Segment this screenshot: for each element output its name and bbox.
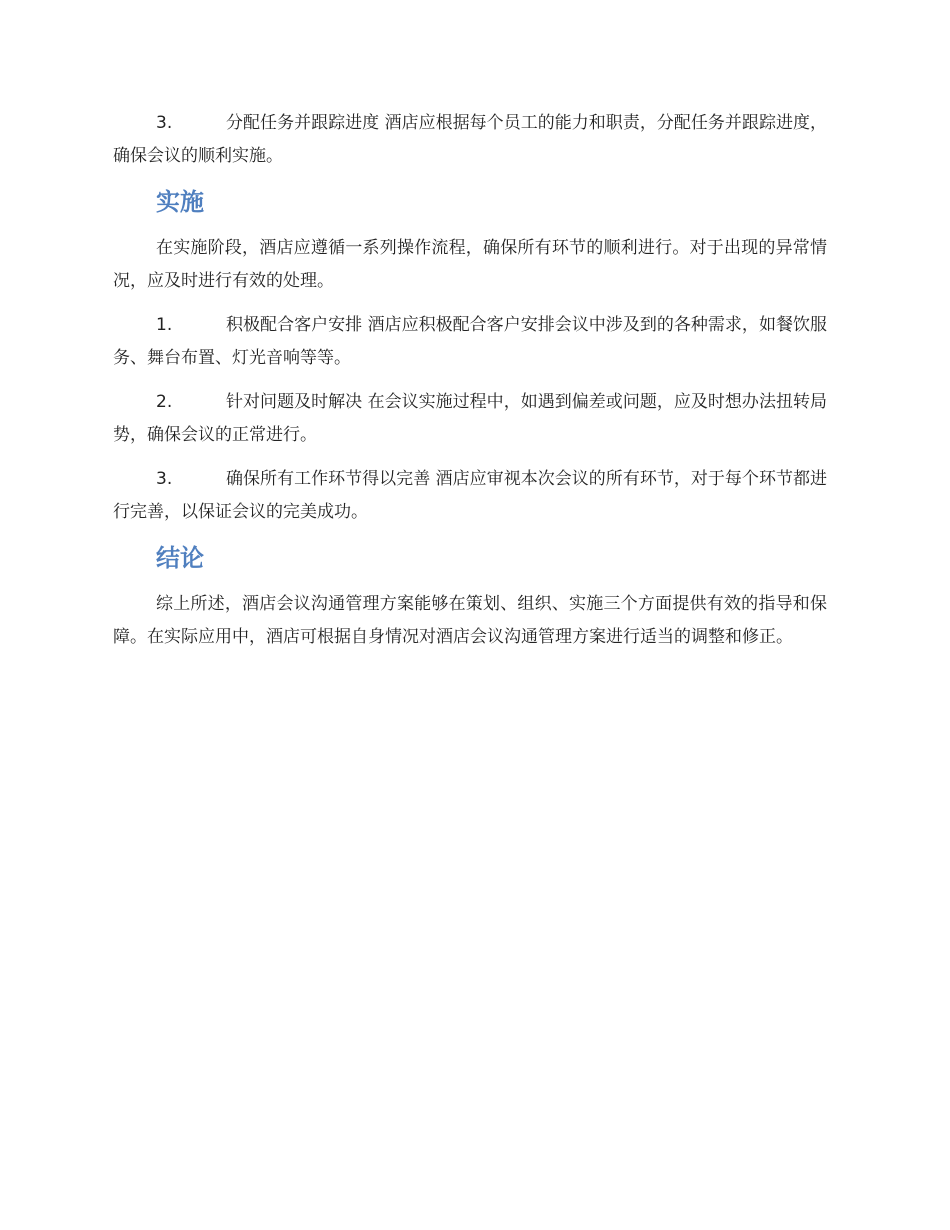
- list-item-cooperate-client: [113, 309, 827, 375]
- list-item-assign-tasks: [113, 107, 827, 173]
- list-item-solve-problems: [113, 386, 827, 452]
- list-item-text: 针对问题及时解决 在会议实施过程中，如遇到偏差或问题，应及时想办法扭转局势，确保会议的正常进行。: [113, 392, 827, 445]
- list-number: 1.: [156, 315, 173, 335]
- list-item-text: 确保所有工作环节得以完善 酒店应审视本次会议的所有环节，对于每个环节都进行完善，以保证会议的完美成功。: [113, 469, 827, 522]
- list-number: 2.: [156, 392, 173, 412]
- conclusion-paragraph: 综上所述，酒店会议沟通管理方案能够在策划、组织、实施三个方面提供有效的指导和保障。在实际应用中，酒店可根据自身情况对酒店会议沟通管理方案进行适当的调整和修正。: [113, 594, 827, 647]
- list-item-ensure-complete: [113, 463, 827, 529]
- list-item-text: 分配任务并跟踪进度 酒店应根据每个员工的能力和职责，分配任务并跟踪进度，确保会议的顺利实施。: [113, 113, 827, 166]
- list-number: 3.: [156, 469, 173, 489]
- implement-intro-paragraph: 在实施阶段，酒店应遵循一系列操作流程，确保所有环节的顺利进行。对于出现的异常情况，应及时进行有效的处理。: [113, 238, 827, 291]
- section-heading-implement: 实施: [156, 188, 204, 216]
- list-item-text: 积极配合客户安排 酒店应积极配合客户安排会议中涉及到的各种需求，如餐饮服务、舞台布置、灯光音响等等。: [113, 315, 827, 368]
- document-page: [113, 107, 827, 665]
- list-number: 3.: [156, 113, 173, 133]
- section-heading-conclusion: 结论: [156, 544, 204, 572]
